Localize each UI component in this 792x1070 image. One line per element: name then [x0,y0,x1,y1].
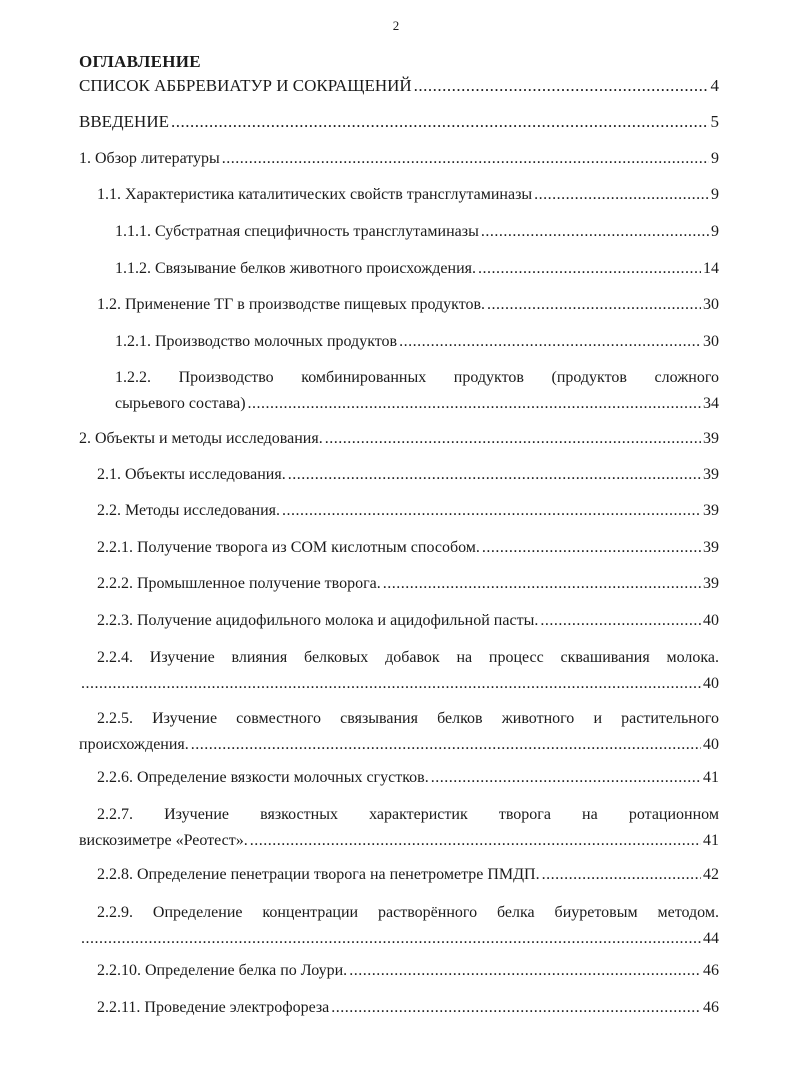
dot-leader [282,498,701,524]
toc-entry-title: 2.2.11. Проведение электрофореза [97,999,330,1016]
dot-leader [542,862,701,888]
toc-entry[interactable] [97,571,719,597]
toc-entry-title: 2.2.3. Получение ацидофильного молока и ацидофильной пасты. [97,612,539,629]
toc-entry-page: 41 [703,832,719,849]
dot-leader [331,995,701,1021]
toc-entry[interactable] [97,462,719,488]
dot-leader [414,73,709,99]
toc-entry-page: 39 [703,539,719,556]
toc-entry-title: 2.2.6. Определение вязкости молочных сгустков. [97,769,429,786]
toc-entry-title: ВВЕДЕНИЕ [79,112,169,131]
toc-entry-title: СПИСОК АББРЕВИАТУР И СОКРАЩЕНИЙ [79,76,412,95]
toc-entry[interactable] [97,182,719,208]
toc-entry-title: 2.2.8. Определение пенетрации творога на пенетрометре ПМДП. [97,866,540,883]
toc-entry-title: 1.1. Характеристика каталитических свойств трансглутаминазы [97,186,533,203]
toc-entry[interactable] [97,900,719,952]
dot-leader [250,828,701,854]
toc-entry-title: 1. Обзор литературы [79,150,220,167]
toc-entry[interactable] [115,256,719,282]
toc-entry-page: 41 [703,769,719,786]
dot-leader [288,462,701,488]
dot-leader [487,292,701,318]
dot-leader [482,535,701,561]
toc-entry-title: 2.1. Объекты исследования. [97,466,286,483]
toc-entry-title: 2.2.2. Промышленное получение творога. [97,575,381,592]
toc-entry[interactable] [97,995,719,1021]
toc-entry-page: 39 [703,430,719,447]
toc-entry[interactable] [79,146,719,172]
toc-entry-title: 2.2.1. Получение творога из СОМ кислотным способом. [97,539,480,556]
dot-leader [81,671,701,697]
toc-entry-page: 30 [703,333,719,350]
toc-entry[interactable] [79,706,719,758]
toc-entry-page: 46 [703,962,719,979]
toc-entry-title: 1.1.1. Субстратная специфичность трансглутаминазы [115,223,479,240]
toc-entry-page: 30 [703,296,719,313]
toc-entry[interactable] [97,292,719,318]
toc-entry[interactable] [97,608,719,634]
toc-entry-title-continued: сырьевого состава) [115,395,246,412]
toc-entry[interactable] [79,109,719,135]
dot-leader [222,146,709,172]
toc-entry-title: 1.2. Применение ТГ в производстве пищевых продуктов. [97,296,486,313]
toc-entry-page: 9 [711,150,719,167]
dot-leader [171,109,709,135]
toc-entry[interactable] [79,426,719,452]
dot-leader [325,426,701,452]
toc-entry-title: 2.2.10. Определение белка по Лоури. [97,962,348,979]
dot-leader [481,219,709,245]
toc-entry-title: 2.2.4. Изучение влияния белковых добавок на процесс сквашивания молока. [97,649,719,666]
toc-entry-title: 2. Объекты и методы исследования. [79,430,323,447]
toc-entry[interactable] [115,365,719,417]
toc-entry[interactable] [79,802,719,854]
toc-entry-page: 9 [711,223,719,240]
toc-entry-page: 42 [703,866,719,883]
toc-entry[interactable] [97,765,719,791]
dot-leader [540,608,701,634]
dot-leader [383,571,701,597]
toc-entry[interactable] [97,535,719,561]
toc-entry-title: 2.2.5. Изучение совместного связывания белков животного и растительного [97,710,719,727]
toc-entry[interactable] [97,645,719,697]
toc-entry-page: 44 [703,930,719,947]
toc-entry-page: 14 [703,260,719,277]
toc-entry[interactable] [115,329,719,355]
dot-leader [534,182,709,208]
dot-leader [478,256,701,282]
toc-entry-title: 1.1.2. Связывание белков животного происхождения. [115,260,477,277]
dot-leader [349,958,701,984]
dot-leader [248,391,701,417]
toc-entry-title: 2.2. Методы исследования. [97,502,281,519]
dot-leader [431,765,701,791]
toc-entry-page: 5 [710,112,719,131]
toc-entry-page: 4 [710,76,719,95]
toc-entry-title-continued: вискозиметре «Реотест». [79,832,248,849]
dot-leader [191,732,701,758]
toc-entry-page: 34 [703,395,719,412]
toc-entry-title: 2.2.9. Определение концентрации растворённого белка биуретовым методом. [97,904,719,921]
toc-entry-page: 39 [703,502,719,519]
page-number: 2 [392,18,400,33]
toc-entry[interactable] [97,862,719,888]
toc-entry-title-continued: происхождения. [79,736,189,753]
toc-entry-page: 9 [711,186,719,203]
toc-entry[interactable] [97,958,719,984]
toc-entry-page: 39 [703,575,719,592]
toc-entry[interactable] [97,498,719,524]
toc-entry-page: 40 [703,736,719,753]
dot-leader [399,329,701,355]
toc-entry-title: 2.2.7. Изучение вязкостных характеристик творога на ротационном [97,806,719,823]
toc-entry-page: 40 [703,612,719,629]
toc-heading: ОГЛАВЛЕНИЕ [79,52,201,71]
toc-entry-title: 1.2.1. Производство молочных продуктов [115,333,398,350]
toc-entry[interactable] [79,73,719,99]
toc-entry-page: 39 [703,466,719,483]
toc-entry[interactable] [115,219,719,245]
toc-entry-page: 46 [703,999,719,1016]
dot-leader [81,926,701,952]
toc-entry-page: 40 [703,675,719,692]
toc-entry-title: 1.2.2. Производство комбинированных продуктов (продуктов сложного [115,369,719,386]
